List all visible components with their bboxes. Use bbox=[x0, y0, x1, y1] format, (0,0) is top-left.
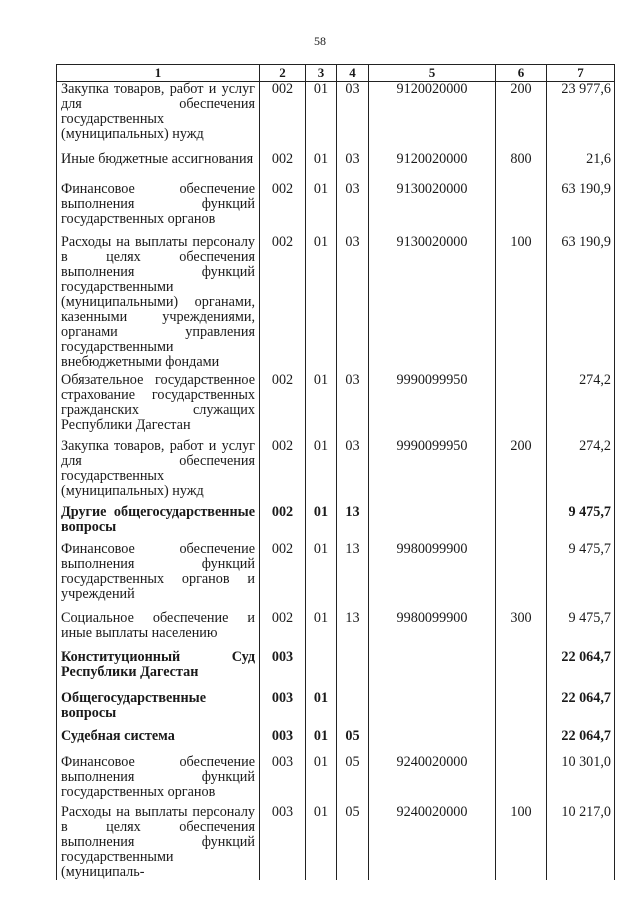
row-name: Иные бюджетные ассигнования bbox=[57, 149, 260, 179]
ved-code: 002 bbox=[260, 502, 306, 539]
expense-type-code bbox=[496, 179, 547, 232]
amount: 21,6 bbox=[547, 149, 615, 179]
expense-type-code: 100 bbox=[496, 232, 547, 370]
section-code: 01 bbox=[306, 608, 337, 647]
section-code: 01 bbox=[306, 232, 337, 370]
target-article-code: 9240020000 bbox=[369, 802, 496, 880]
amount: 9 475,7 bbox=[547, 502, 615, 539]
row-name: Закупка товаров, работ и услуг для обеспечения государственных (муниципальных) нужд bbox=[57, 436, 260, 502]
section-code: 01 bbox=[306, 502, 337, 539]
subsection-code: 13 bbox=[337, 539, 369, 608]
amount: 9 475,7 bbox=[547, 608, 615, 647]
expense-type-code: 100 bbox=[496, 802, 547, 880]
expense-type-code: 800 bbox=[496, 149, 547, 179]
column-header: 5 bbox=[369, 65, 496, 82]
header-row bbox=[57, 65, 615, 82]
subsection-code: 05 bbox=[337, 726, 369, 752]
ved-code: 003 bbox=[260, 688, 306, 726]
section-code: 01 bbox=[306, 82, 337, 149]
table-row bbox=[57, 647, 615, 688]
expense-type-code: 200 bbox=[496, 436, 547, 502]
table-row bbox=[57, 436, 615, 502]
ved-code: 003 bbox=[260, 802, 306, 880]
section-code: 01 bbox=[306, 370, 337, 436]
section-code: 01 bbox=[306, 752, 337, 802]
section-code: 01 bbox=[306, 726, 337, 752]
amount: 10 301,0 bbox=[547, 752, 615, 802]
ved-code: 002 bbox=[260, 179, 306, 232]
target-article-code: 9980099900 bbox=[369, 539, 496, 608]
budget-table bbox=[56, 64, 615, 880]
row-name: Социальное обеспечение и иные выплаты населению bbox=[57, 608, 260, 647]
expense-type-code bbox=[496, 647, 547, 688]
table-row bbox=[57, 179, 615, 232]
row-name: Финансовое обеспечение выполнения функций государственных органов и учреждений bbox=[57, 539, 260, 608]
target-article-code: 9120020000 bbox=[369, 82, 496, 149]
subsection-code: 05 bbox=[337, 752, 369, 802]
expense-type-code bbox=[496, 726, 547, 752]
expense-type-code bbox=[496, 370, 547, 436]
table-row bbox=[57, 82, 615, 149]
target-article-code: 9990099950 bbox=[369, 436, 496, 502]
column-header: 7 bbox=[547, 65, 615, 82]
subsection-code: 13 bbox=[337, 502, 369, 539]
expense-type-code: 200 bbox=[496, 82, 547, 149]
section-code: 01 bbox=[306, 179, 337, 232]
target-article-code bbox=[369, 726, 496, 752]
table-row bbox=[57, 608, 615, 647]
amount: 274,2 bbox=[547, 370, 615, 436]
amount: 23 977,6 bbox=[547, 82, 615, 149]
table-row bbox=[57, 502, 615, 539]
row-name: Расходы на выплаты персоналу в целях обеспечения выполнения функций государственными (муниципаль- bbox=[57, 802, 260, 880]
row-name: Общегосударственные вопросы bbox=[57, 688, 260, 726]
target-article-code bbox=[369, 502, 496, 539]
subsection-code: 03 bbox=[337, 82, 369, 149]
target-article-code: 9120020000 bbox=[369, 149, 496, 179]
expense-type-code bbox=[496, 539, 547, 608]
ved-code: 003 bbox=[260, 726, 306, 752]
expense-type-code: 300 bbox=[496, 608, 547, 647]
target-article-code: 9130020000 bbox=[369, 232, 496, 370]
table-row bbox=[57, 802, 615, 880]
target-article-code bbox=[369, 688, 496, 726]
section-code: 01 bbox=[306, 436, 337, 502]
amount: 22 064,7 bbox=[547, 647, 615, 688]
column-header: 3 bbox=[306, 65, 337, 82]
subsection-code: 03 bbox=[337, 179, 369, 232]
target-article-code: 9130020000 bbox=[369, 179, 496, 232]
subsection-code: 03 bbox=[337, 436, 369, 502]
column-header: 2 bbox=[260, 65, 306, 82]
amount: 63 190,9 bbox=[547, 179, 615, 232]
section-code: 01 bbox=[306, 688, 337, 726]
table-row bbox=[57, 370, 615, 436]
subsection-code: 13 bbox=[337, 608, 369, 647]
section-code: 01 bbox=[306, 802, 337, 880]
amount: 63 190,9 bbox=[547, 232, 615, 370]
target-article-code: 9990099950 bbox=[369, 370, 496, 436]
expense-type-code bbox=[496, 502, 547, 539]
table-row bbox=[57, 232, 615, 370]
row-name: Другие общегосударственные вопросы bbox=[57, 502, 260, 539]
row-name: Финансовое обеспечение выполнения функций государственных органов bbox=[57, 179, 260, 232]
target-article-code bbox=[369, 647, 496, 688]
amount: 22 064,7 bbox=[547, 688, 615, 726]
table-row bbox=[57, 726, 615, 752]
subsection-code bbox=[337, 647, 369, 688]
section-code bbox=[306, 647, 337, 688]
row-name: Финансовое обеспечение выполнения функций государственных органов bbox=[57, 752, 260, 802]
row-name: Конституционный Суд Республики Дагестан bbox=[57, 647, 260, 688]
amount: 22 064,7 bbox=[547, 726, 615, 752]
ved-code: 003 bbox=[260, 647, 306, 688]
section-code: 01 bbox=[306, 149, 337, 179]
subsection-code: 03 bbox=[337, 370, 369, 436]
expense-type-code bbox=[496, 688, 547, 726]
column-header: 6 bbox=[496, 65, 547, 82]
subsection-code: 05 bbox=[337, 802, 369, 880]
table-row bbox=[57, 688, 615, 726]
row-name: Обязательное государственное страхование государственных гражданских служащих Республики Дагестан bbox=[57, 370, 260, 436]
target-article-code: 9980099900 bbox=[369, 608, 496, 647]
row-name: Расходы на выплаты персоналу в целях обеспечения выполнения функций государственными (муниципальными) органами, казенными учреждениями, органами управления государственными внебюджетными фондами bbox=[57, 232, 260, 370]
ved-code: 002 bbox=[260, 608, 306, 647]
ved-code: 002 bbox=[260, 149, 306, 179]
table-row bbox=[57, 752, 615, 802]
ved-code: 002 bbox=[260, 539, 306, 608]
ved-code: 002 bbox=[260, 436, 306, 502]
row-name: Судебная система bbox=[57, 726, 260, 752]
subsection-code: 03 bbox=[337, 232, 369, 370]
subsection-code bbox=[337, 688, 369, 726]
amount: 10 217,0 bbox=[547, 802, 615, 880]
target-article-code: 9240020000 bbox=[369, 752, 496, 802]
expense-type-code bbox=[496, 752, 547, 802]
ved-code: 002 bbox=[260, 82, 306, 149]
page-number: 58 bbox=[314, 34, 326, 48]
amount: 9 475,7 bbox=[547, 539, 615, 608]
ved-code: 002 bbox=[260, 370, 306, 436]
subsection-code: 03 bbox=[337, 149, 369, 179]
table-row bbox=[57, 149, 615, 179]
row-name: Закупка товаров, работ и услуг для обеспечения государственных (муниципальных) нужд bbox=[57, 82, 260, 149]
section-code: 01 bbox=[306, 539, 337, 608]
ved-code: 003 bbox=[260, 752, 306, 802]
column-header: 4 bbox=[337, 65, 369, 82]
column-header: 1 bbox=[57, 65, 260, 82]
ved-code: 002 bbox=[260, 232, 306, 370]
amount: 274,2 bbox=[547, 436, 615, 502]
table-row bbox=[57, 539, 615, 608]
